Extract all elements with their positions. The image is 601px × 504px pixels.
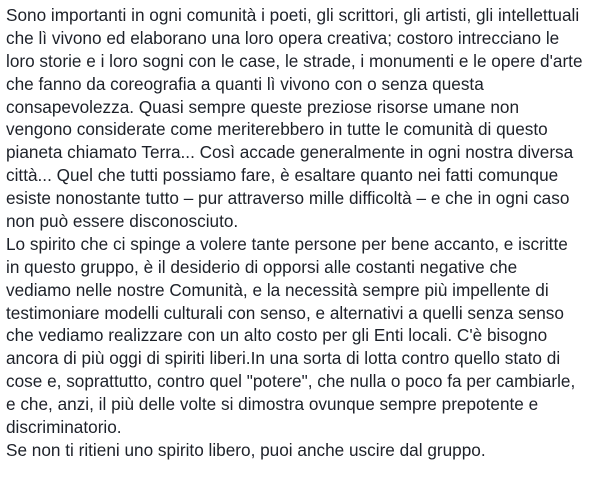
post-text-line: in questo gruppo, è il desiderio di opporsi alle costanti negative che — [6, 256, 518, 277]
post-text-line: cose e, soprattutto, contro quel "potere", che nulla o poco fa per cambiarle, — [6, 371, 576, 392]
post-text-line: che vediamo realizzare con un alto costo per gli Enti locali. C'è bisogno — [6, 325, 548, 346]
post-text-line: loro storie e i loro sogni con le case, le strade, i monumenti e le opere d'arte — [6, 50, 583, 71]
post-text-line: che fanno da coreografia a quanti lì vivono con o senza questa — [6, 73, 484, 94]
post-text-line: pianeta chiamato Terra... Così accade generalmente in ogni nostra diversa — [6, 142, 574, 163]
post-text-line: e che, anzi, il più delle volte si dimostra ovunque sempre prepotente e — [6, 394, 539, 415]
post-text-line: città... Quel che tutti possiamo fare, è esaltare quanto nei fatti comunque — [6, 165, 559, 186]
post-text-line: discriminatorio. — [6, 417, 122, 438]
post-text-line: Se non ti ritieni uno spirito libero, puoi anche uscire dal gruppo. — [6, 439, 486, 460]
post-text-line: testimoniare modelli culturali con senso, e alternativi a quelli senza senso — [6, 302, 564, 323]
post-text-line: esiste nonostante tutto – pur attraverso mille difficoltà – e che in ogni caso — [6, 188, 570, 209]
post-text-line: non può essere disconosciuto. — [6, 211, 239, 232]
post-text-line: vengono considerate come meriterebbero in tutte le comunità di questo — [6, 119, 548, 140]
post-text-line: Lo spirito che ci spinge a volere tante persone per bene accanto, e iscritte — [6, 233, 568, 254]
post-body-text — [6, 4, 595, 462]
post-text-line: consapevolezza. Quasi sempre queste preziose risorse umane non — [6, 96, 520, 117]
post-text-line: Sono importanti in ogni comunità i poeti, gli scrittori, gli artisti, gli intellettuali — [6, 5, 580, 25]
post-text-line: ancora di più oggi di spiriti liberi.In una sorta di lotta contro quello stato di — [6, 348, 561, 369]
post-text-line: vediamo nelle nostre Comunità, e la necessità sempre più impellente di — [6, 279, 549, 300]
post-text-line: che lì vivono ed elaborano una loro opera creativa; costoro intrecciano le — [6, 27, 560, 48]
